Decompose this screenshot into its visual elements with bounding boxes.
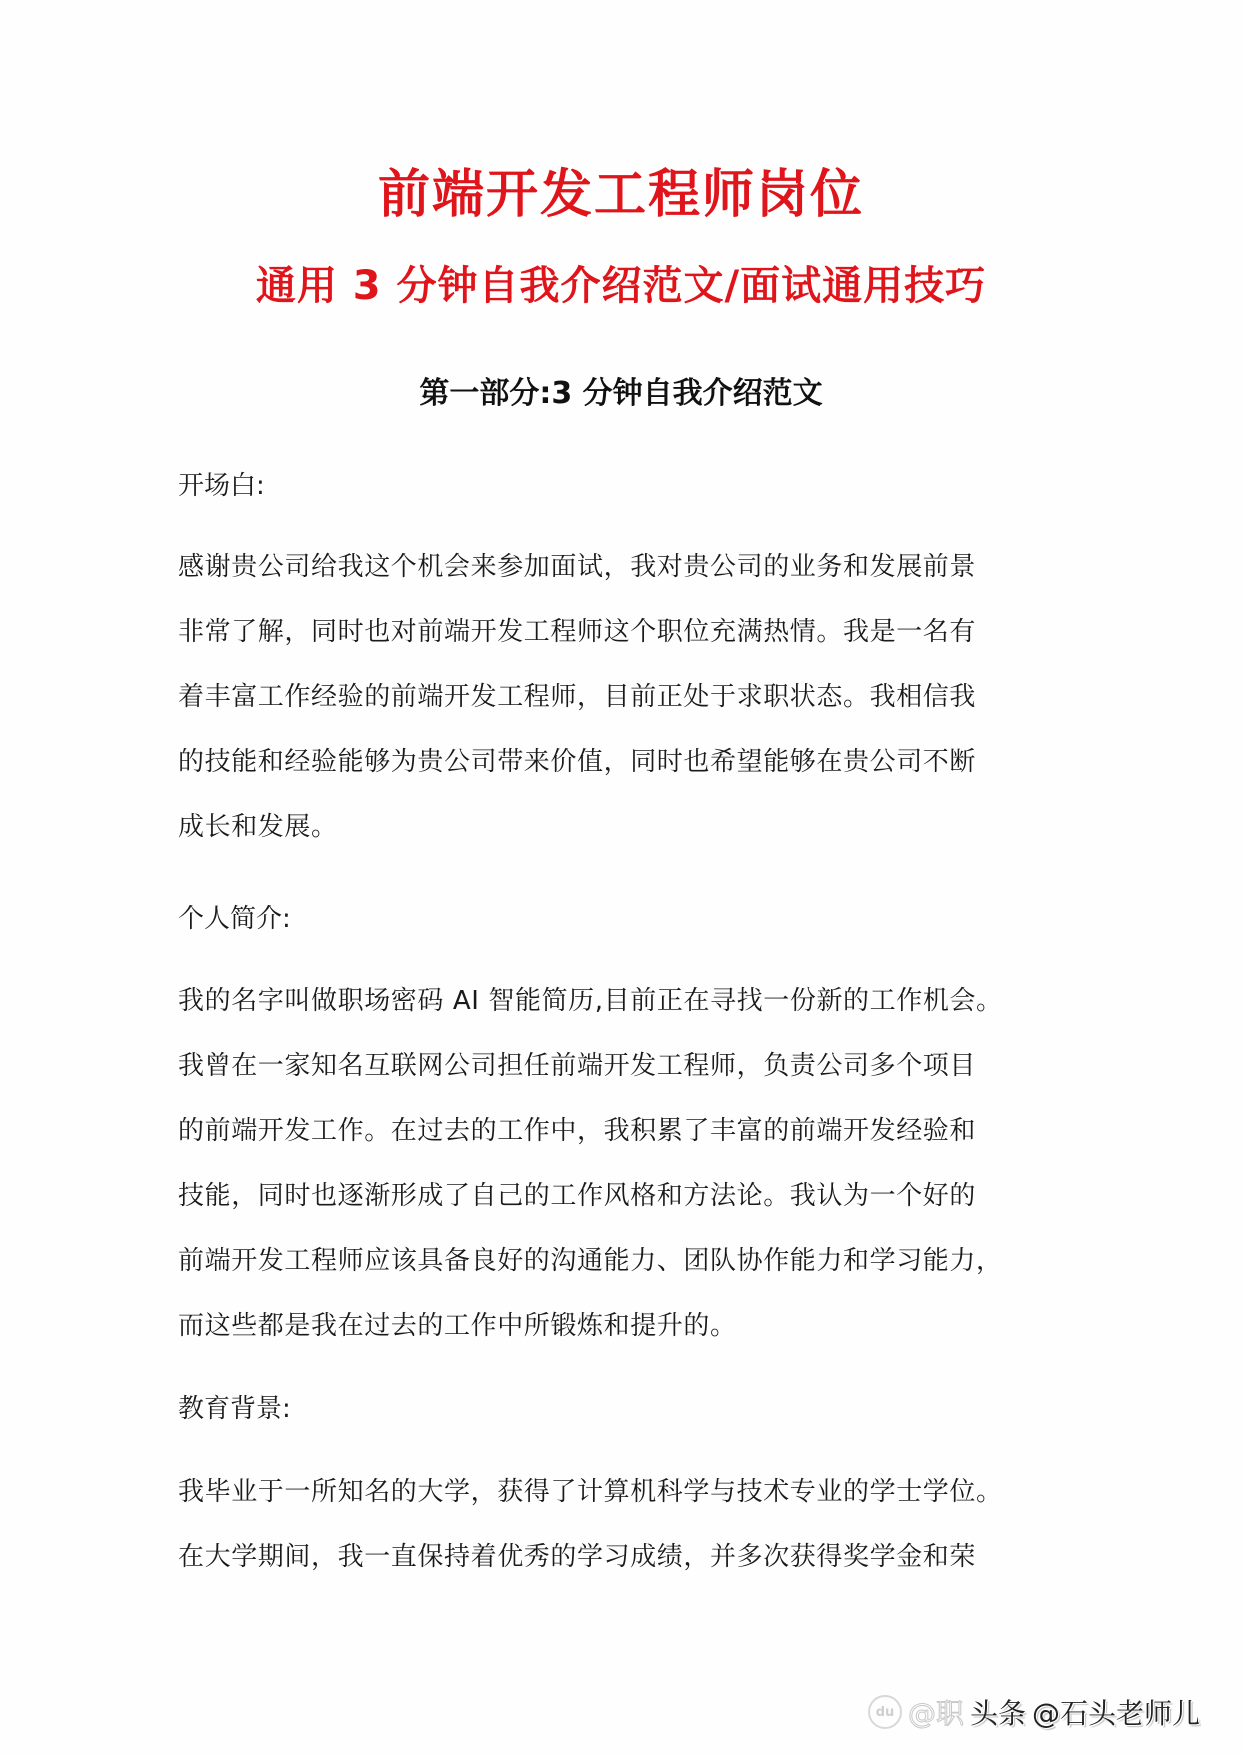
text-line: 而这些都是我在过去的工作中所锻炼和提升的。	[178, 1311, 737, 1341]
text-line: 我曾在一家知名互联网公司担任前端开发工程师，负责公司多个项目	[178, 1051, 977, 1081]
document-title: 前端开发工程师岗位	[377, 165, 864, 225]
watermark-faded-text: @职	[908, 1697, 965, 1730]
text-line: 我的名字叫做职场密码 AI 智能简历,目前正在寻找一份新的工作机会。	[178, 986, 1003, 1016]
paragraph-education	[178, 1472, 1068, 1602]
text-line: 前端开发工程师应该具备良好的沟通能力、团队协作能力和学习能力，	[178, 1246, 1003, 1276]
text-line: 的技能和经验能够为贵公司带来价值，同时也希望能够在贵公司不断	[178, 747, 977, 777]
text-line: 在大学期间，我一直保持着优秀的学习成绩，并多次获得奖学金和荣	[178, 1542, 977, 1572]
baidu-paw-icon: du	[868, 1695, 902, 1729]
text-line: 技能，同时也逐渐形成了自己的工作风格和方法论。我认为一个好的	[178, 1181, 977, 1211]
text-line: 成长和发展。	[178, 812, 338, 842]
paragraph-profile	[178, 981, 1068, 1371]
document-subtitle: 通用 3 分钟自我介绍范文/面试通用技巧	[255, 263, 987, 309]
text-line: 感谢贵公司给我这个机会来参加面试，我对贵公司的业务和发展前景	[178, 552, 977, 582]
watermark-source: 头条	[970, 1697, 1027, 1730]
watermark	[868, 1692, 1200, 1732]
text-line: 我毕业于一所知名的大学，获得了计算机科学与技术专业的学士学位。	[178, 1477, 1003, 1507]
watermark-author: @石头老师儿	[1032, 1697, 1201, 1730]
text-line: 着丰富工作经验的前端开发工程师，目前正处于求职状态。我相信我	[178, 682, 977, 712]
text-line: 的前端开发工作。在过去的工作中，我积累了丰富的前端开发经验和	[178, 1116, 977, 1146]
section-label-opening: 开场白:	[178, 471, 265, 501]
text-line: 非常了解，同时也对前端开发工程师这个职位充满热情。我是一名有	[178, 617, 977, 647]
section-heading: 第一部分:3 分钟自我介绍范文	[419, 376, 823, 411]
paragraph-opening	[178, 547, 1068, 872]
section-label-profile: 个人简介:	[178, 904, 291, 934]
section-label-education: 教育背景:	[178, 1394, 291, 1424]
